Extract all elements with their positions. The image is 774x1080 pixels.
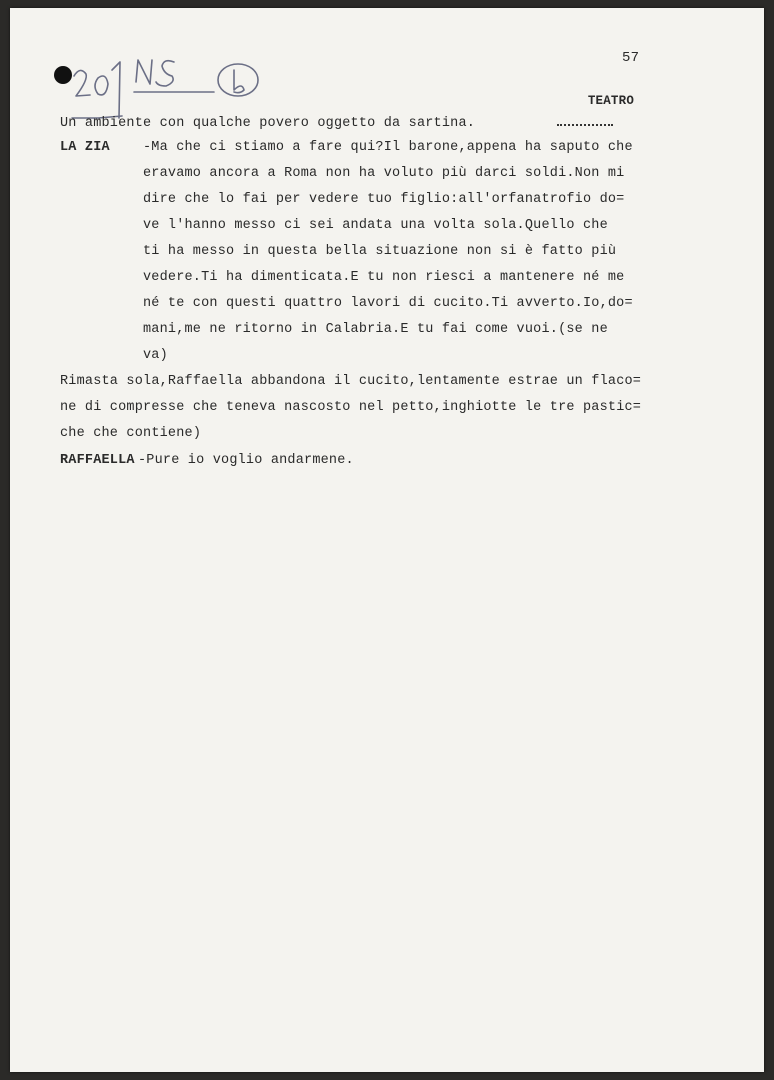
stage-direction-line: ne di compresse che teneva nascosto nel petto,inghiotte le tre pastic= xyxy=(60,400,642,415)
speech-line: né te con questi quattro lavori di cucito.Ti avverto.Io,do= xyxy=(143,296,633,311)
speech-line: -Ma che ci stiamo a fare qui?Il barone,appena ha saputo che xyxy=(143,140,633,155)
speech-line: dire che lo fai per vedere tuo figlio:all'orfanatrofio do= xyxy=(143,192,625,207)
speech-line: ti ha messo in questa bella situazione non si è fatto più xyxy=(143,244,617,259)
section-underline xyxy=(557,124,613,126)
speech-line: vedere.Ti ha dimenticata.E tu non riesci a mantenere né me xyxy=(143,270,625,285)
stage-direction-line: Rimasta sola,Raffaella abbandona il cucito,lentamente estrae un flaco= xyxy=(60,374,642,389)
speech-raffaella xyxy=(10,453,764,477)
handwritten-annotation xyxy=(62,36,262,126)
speaker-name: LA ZIA xyxy=(60,140,110,155)
page-number: 57 xyxy=(622,50,640,66)
document-page xyxy=(10,8,764,1072)
speech-line: mani,me ne ritorno in Calabria.E tu fai come vuoi.(se ne xyxy=(143,322,608,337)
stage-direction xyxy=(10,374,764,454)
speech-line: -Pure io voglio andarmene. xyxy=(138,453,354,468)
speech-line: ve l'hanno messo ci sei andata una volta sola.Quello che xyxy=(143,218,608,233)
speech-la-zia xyxy=(10,140,764,390)
setting-line: Un ambiente con qualche povero oggetto da sartina. xyxy=(60,116,476,131)
speech-line: eravamo ancora a Roma non ha voluto più darci soldi.Non mi xyxy=(143,166,625,181)
section-label: TEATRO xyxy=(587,94,635,108)
speech-line: va) xyxy=(143,348,168,363)
speaker-name: RAFFAELLA xyxy=(60,453,135,468)
stage-direction-line: che che contiene) xyxy=(60,426,202,441)
